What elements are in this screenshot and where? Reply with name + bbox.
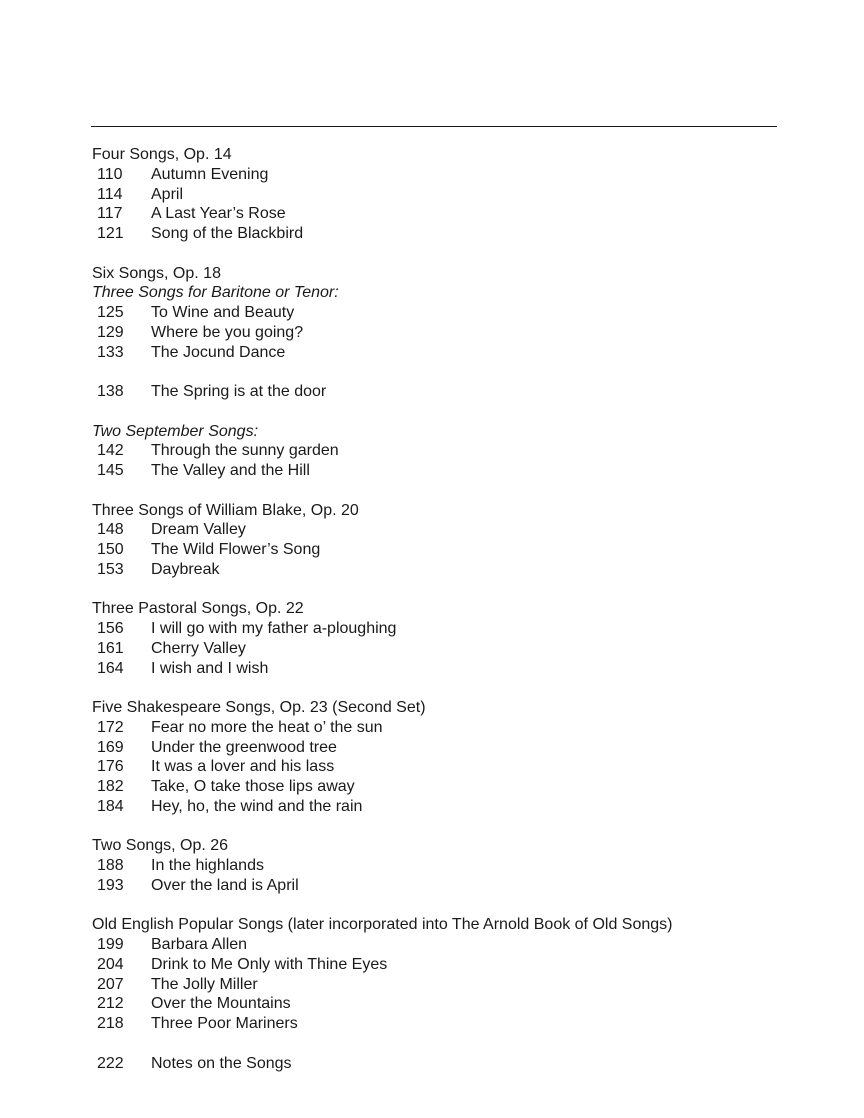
page-number: 188 xyxy=(97,857,124,874)
page-number: 161 xyxy=(97,639,124,657)
page-number: 199 xyxy=(97,936,124,953)
song-title: Over the land is April xyxy=(151,876,299,894)
page-number: 204 xyxy=(97,955,124,973)
toc-entry xyxy=(92,441,792,461)
song-title: The Spring is at the door xyxy=(151,383,327,400)
song-title: Dream Valley xyxy=(151,521,246,539)
notes-title: Notes on the Songs xyxy=(151,1054,292,1072)
song-title: A Last Year’s Rose xyxy=(151,205,286,223)
page-number: 148 xyxy=(97,521,124,539)
page-number: 222 xyxy=(97,1054,124,1072)
page-number: 184 xyxy=(97,797,124,815)
toc-entry xyxy=(92,718,792,738)
song-title: Over the Mountains xyxy=(151,995,291,1013)
header-rule xyxy=(91,126,777,127)
toc-entry xyxy=(92,659,792,679)
toc-entry xyxy=(92,382,792,402)
song-title: The Jocund Dance xyxy=(151,343,286,361)
song-title: The Jolly Miller xyxy=(151,975,258,993)
subsection-heading: Three Songs for Baritone or Tenor: xyxy=(92,284,339,302)
song-title: Three Poor Mariners xyxy=(151,1015,298,1032)
toc-entry xyxy=(92,619,792,639)
song-title: Drink to Me Only with Thine Eyes xyxy=(151,955,388,973)
spacer xyxy=(92,1034,792,1054)
toc-entry xyxy=(92,777,792,797)
section-heading: Six Songs, Op. 18 xyxy=(92,264,221,282)
spacer xyxy=(92,402,792,422)
toc-entry xyxy=(92,560,792,580)
page-number: 150 xyxy=(97,541,124,558)
song-title: Song of the Blackbird xyxy=(151,225,304,242)
section-heading: Three Songs of William Blake, Op. 20 xyxy=(92,501,359,519)
song-title: Cherry Valley xyxy=(151,639,246,657)
song-title: Take, O take those lips away xyxy=(151,778,355,795)
toc-entry xyxy=(92,540,792,560)
page-number: 176 xyxy=(97,758,124,776)
toc-entry xyxy=(92,994,792,1014)
page-number: 172 xyxy=(97,718,124,736)
song-title: In the highlands xyxy=(151,857,264,874)
spacer xyxy=(92,244,792,264)
section-heading: Two Songs, Op. 26 xyxy=(92,837,229,855)
section-heading: Old English Popular Songs (later incorporated into The Arnold Book of Old Songs) xyxy=(92,916,673,934)
toc-entry xyxy=(92,224,792,244)
toc-entry xyxy=(92,639,792,659)
page-number: 193 xyxy=(97,876,124,894)
toc-entry-notes xyxy=(92,1054,792,1074)
section-heading: Five Shakespeare Songs, Op. 23 (Second Set) xyxy=(92,699,426,716)
page-number: 138 xyxy=(97,383,124,400)
toc-entry xyxy=(92,520,792,540)
song-title: The Valley and the Hill xyxy=(151,462,310,479)
toc-entry xyxy=(92,1014,792,1034)
toc-entry xyxy=(92,757,792,777)
song-title: It was a lover and his lass xyxy=(151,758,335,776)
page-number: 164 xyxy=(97,659,124,677)
page-number: 212 xyxy=(97,995,124,1013)
page-number: 156 xyxy=(97,620,124,637)
toc-entry xyxy=(92,461,792,481)
song-title: Through the sunny garden xyxy=(151,442,339,460)
song-title: To Wine and Beauty xyxy=(151,304,295,321)
page-number: 169 xyxy=(97,738,124,756)
song-title: Fear no more the heat o’ the sun xyxy=(151,718,383,736)
section-heading: Four Songs, Op. 14 xyxy=(92,146,232,163)
table-of-contents xyxy=(92,145,792,1073)
toc-entry xyxy=(92,975,792,995)
subsection-heading: Two September Songs: xyxy=(92,422,259,440)
spacer xyxy=(92,678,792,698)
toc-entry xyxy=(92,185,792,205)
page-number: 114 xyxy=(97,185,123,203)
toc-entry xyxy=(92,165,792,185)
page-number: 121 xyxy=(97,225,124,242)
page-number: 182 xyxy=(97,778,124,795)
song-title: I will go with my father a-ploughing xyxy=(151,620,397,637)
spacer xyxy=(92,896,792,916)
toc-entry xyxy=(92,797,792,817)
song-title: I wish and I wish xyxy=(151,659,269,677)
page-number: 117 xyxy=(97,205,123,223)
song-title: April xyxy=(151,185,184,203)
toc-entry xyxy=(92,935,792,955)
page-number: 145 xyxy=(97,462,124,479)
page-number: 218 xyxy=(97,1015,124,1032)
page-number: 142 xyxy=(97,442,124,460)
song-title: Daybreak xyxy=(151,560,220,578)
song-title: Under the greenwood tree xyxy=(151,738,337,756)
page-number: 129 xyxy=(97,323,124,341)
spacer xyxy=(92,817,792,837)
song-title: Hey, ho, the wind and the rain xyxy=(151,797,363,815)
page-number: 125 xyxy=(97,304,124,321)
section-heading: Three Pastoral Songs, Op. 22 xyxy=(92,600,304,618)
page-number: 207 xyxy=(97,975,124,993)
song-title: The Wild Flower’s Song xyxy=(151,541,321,558)
page-number: 153 xyxy=(97,560,124,578)
song-title: Autumn Evening xyxy=(151,165,269,183)
song-title: Where be you going? xyxy=(151,323,304,341)
toc-entry xyxy=(92,323,792,343)
spacer xyxy=(92,580,792,600)
spacer xyxy=(92,362,792,382)
toc-entry xyxy=(92,738,792,758)
toc-entry xyxy=(92,303,792,323)
toc-entry xyxy=(92,876,792,896)
toc-entry xyxy=(92,204,792,224)
toc-entry xyxy=(92,343,792,363)
toc-entry xyxy=(92,856,792,876)
page-number: 133 xyxy=(97,343,124,361)
page-number: 110 xyxy=(97,165,123,183)
toc-entry xyxy=(92,955,792,975)
spacer xyxy=(92,481,792,501)
song-title: Barbara Allen xyxy=(151,936,248,953)
